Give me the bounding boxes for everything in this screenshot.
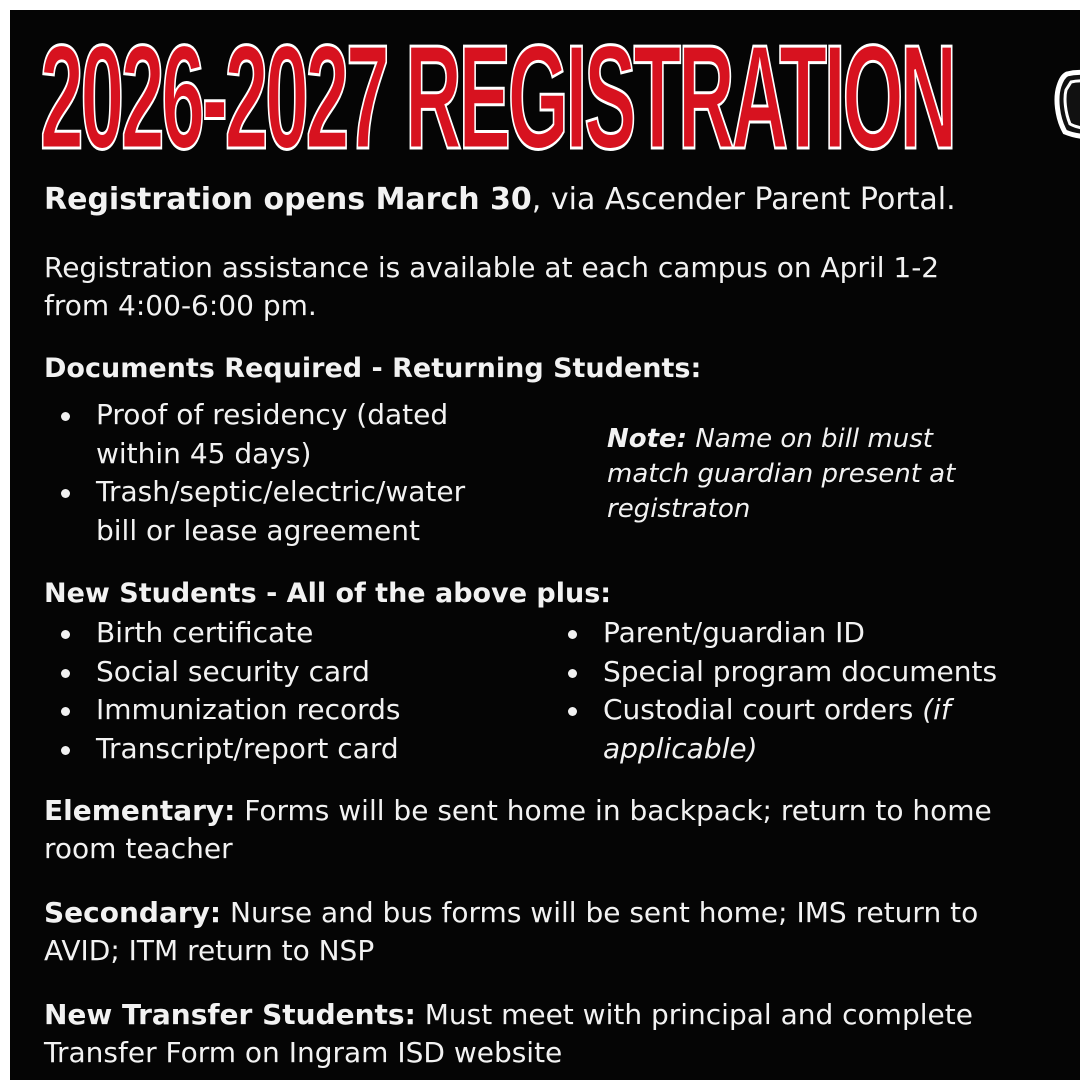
list-item: Proof of residency (dated within 45 days) (44, 396, 465, 473)
list-item: Special program documents (551, 653, 997, 692)
residency-note: Note: Name on bill must match guardian present at registraton (607, 424, 956, 524)
new-students-right-list (551, 614, 997, 768)
list-item: Social security card (44, 653, 401, 692)
secondary-line-2: AVID; ITM return to NSP (44, 934, 375, 967)
flyer (10, 10, 1080, 1080)
elementary-line-1: Elementary: Forms will be sent home in backpack; return to home (44, 794, 992, 827)
transfer-line-1: New Transfer Students: Must meet with principal and complete (44, 998, 973, 1031)
list-item: Trash/septic/electric/water bill or lease agreement (44, 473, 465, 550)
mascot-logo-icon (1053, 68, 1080, 140)
headline: 2026-2027 REGISTRATION (40, 15, 954, 180)
elementary-line-2: room teacher (44, 832, 233, 865)
list-item: Parent/guardian ID (551, 614, 997, 653)
new-students-heading: New Students - All of the above plus: (44, 578, 612, 609)
assistance-line-2: from 4:00-6:00 pm. (44, 289, 317, 322)
list-item: Transcript/report card (44, 730, 401, 769)
list-item: Immunization records (44, 691, 401, 730)
returning-list (44, 396, 465, 550)
new-students-left-list (44, 614, 401, 768)
list-item: Custodial court orders (if applicable) (551, 691, 997, 768)
transfer-line-2: Transfer Form on Ingram ISD website (44, 1036, 563, 1069)
list-item: Birth certificate (44, 614, 401, 653)
registration-opens: Registration opens March 30, via Ascender Parent Portal. (44, 182, 956, 217)
secondary-line-1: Secondary: Nurse and bus forms will be sent home; IMS return to (44, 896, 979, 929)
returning-heading: Documents Required - Returning Students: (44, 353, 702, 384)
assistance-line-1: Registration assistance is available at each campus on April 1-2 (44, 251, 940, 284)
